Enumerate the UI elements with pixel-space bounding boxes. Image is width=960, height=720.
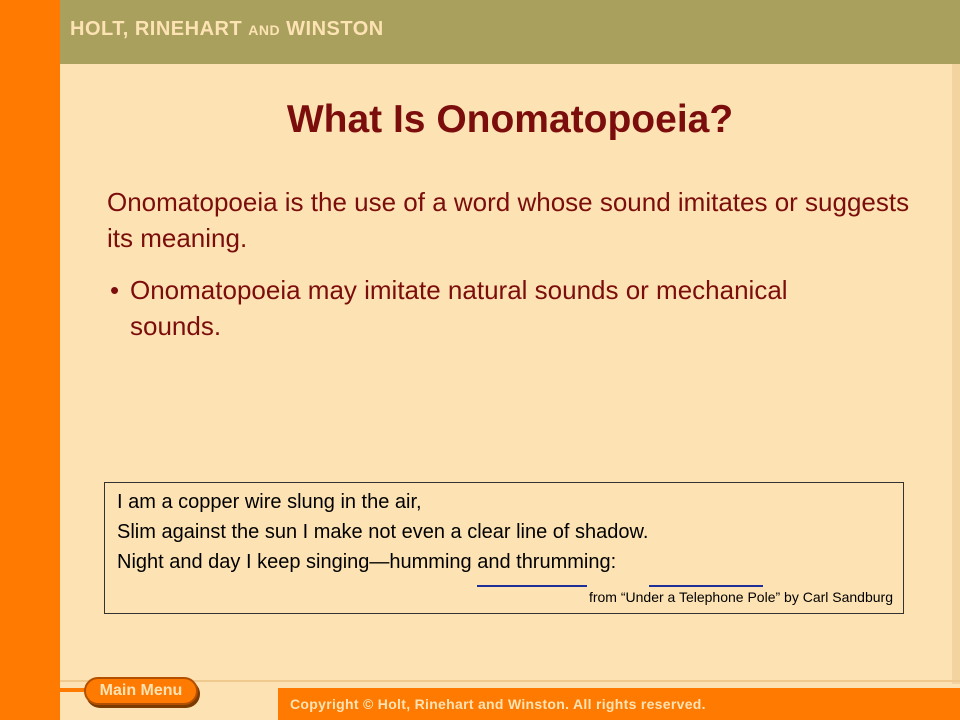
quote-source: from “Under a Telephone Pole” by Carl Sandburg	[588, 589, 893, 605]
publisher-name-part2: WINSTON	[280, 18, 384, 40]
quote-box	[104, 482, 904, 614]
slide-title: What Is Onomatopoeia?	[286, 98, 734, 141]
definition-text: Onomatopoeia is the use of a word whose sound imitates or suggests its meaning.	[107, 187, 910, 253]
quote-line-1: I am a copper wire slung in the air,	[117, 491, 422, 513]
quote-line-2: Slim against the sun I make not even a clear line of shadow.	[117, 521, 649, 543]
quote-line-3: Night and day I keep singing—humming and thrumming:	[117, 551, 617, 573]
publisher-logo	[70, 18, 384, 41]
publisher-name-and: AND	[248, 22, 281, 38]
copyright-text: Copyright © Holt, Rinehart and Winston. All rights reserved.	[290, 696, 706, 712]
left-accent-bar	[0, 0, 60, 720]
humming-underline	[477, 585, 587, 587]
bullet-marker: •	[110, 275, 120, 305]
bullet-item	[110, 272, 810, 344]
publisher-name-part1: HOLT, RINEHART	[70, 18, 249, 40]
thrumming-underline	[649, 585, 763, 587]
main-menu-button[interactable]: Main Menu	[84, 677, 198, 705]
bullet-text: Onomatopoeia may imitate natural sounds or mechanical sounds.	[130, 275, 788, 341]
right-edge-shade	[952, 64, 960, 684]
